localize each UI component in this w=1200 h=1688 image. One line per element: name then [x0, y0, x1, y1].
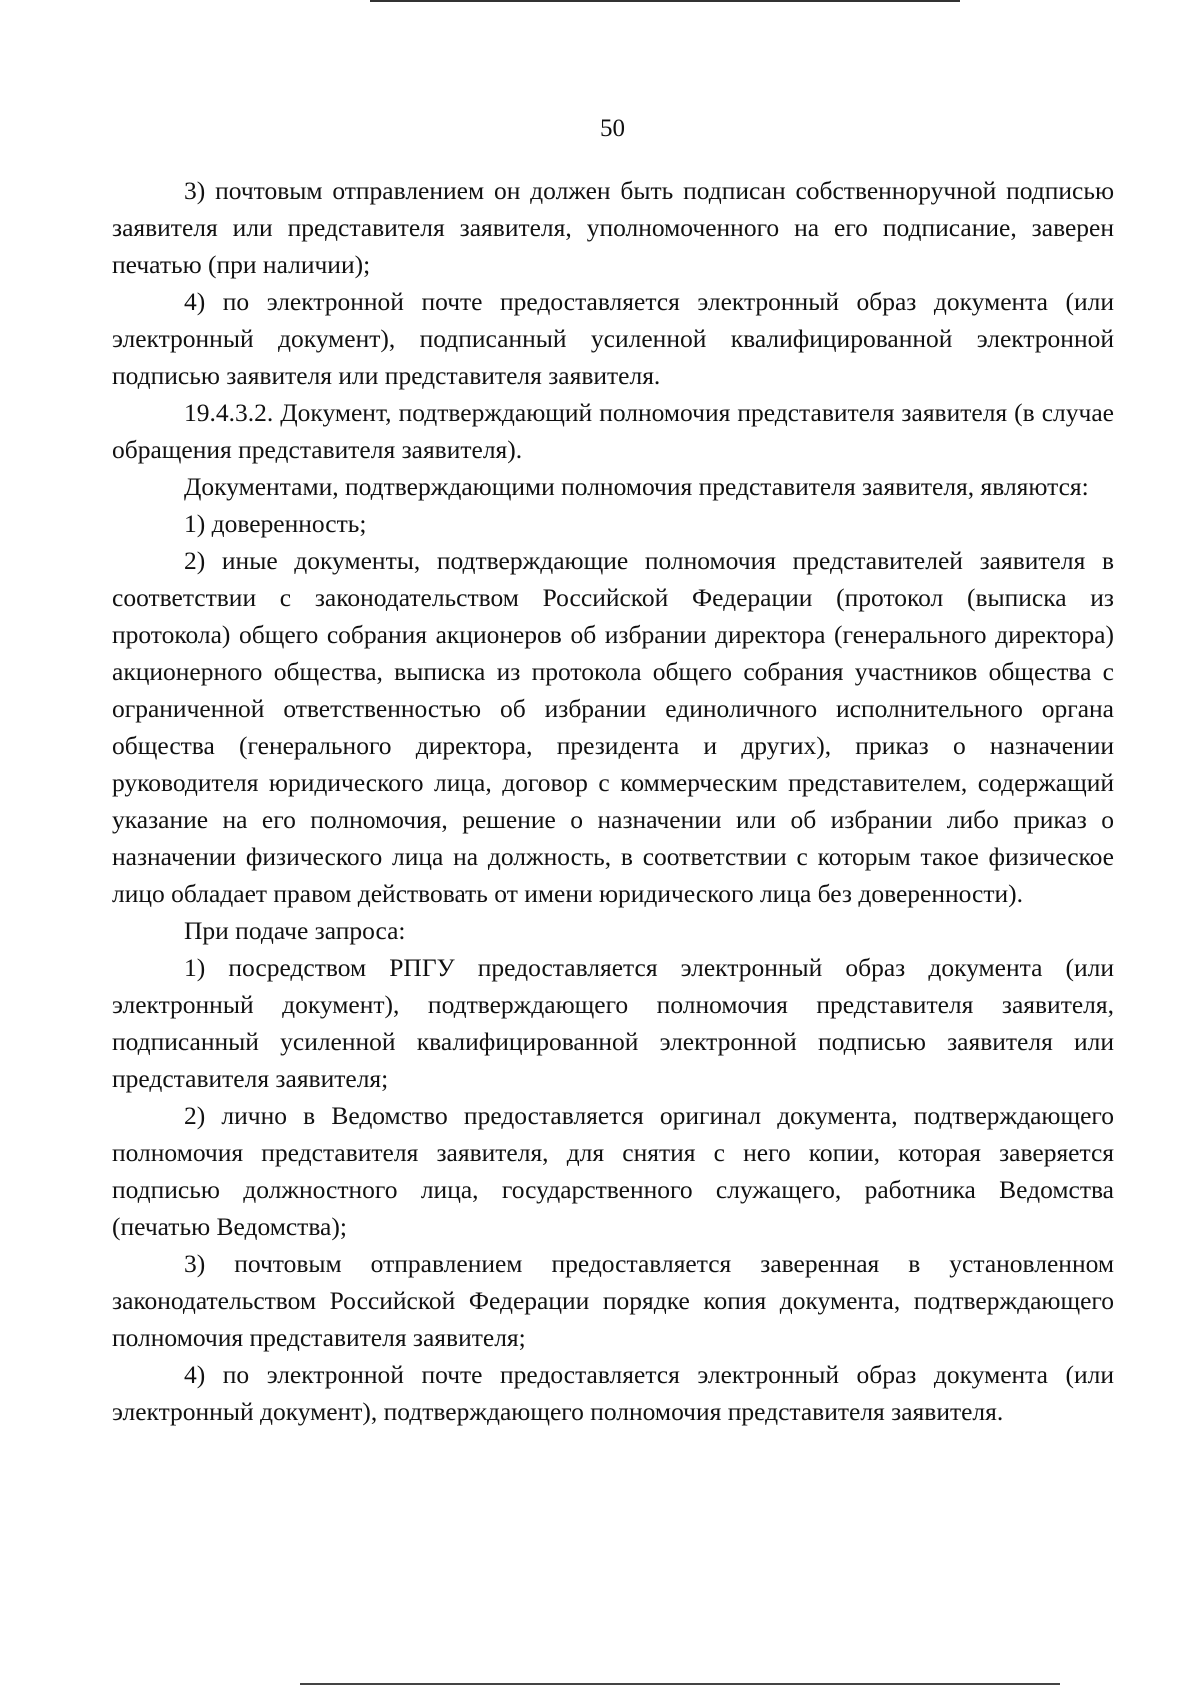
document-body: [112, 172, 1114, 1430]
paragraph-request-submission-intro: При подаче запроса:: [184, 916, 406, 945]
paragraph-in-person: 2) лично в Ведомство предоставляется оригинал документа, подтверждающего полномочия представителя заявителя, для снятия с него копии, которая заверяется подписью должностного лица, государственного служащего, работника Ведомства (печатью Ведомства);: [112, 1101, 1114, 1241]
paragraph-other-documents: 2) иные документы, подтверждающие полномочия представителей заявителя в соответствии с законодательством Российской Федерации (протокол (выписка из протокола) общего собрания акционеров об избрании директора (генерального директора) акционерного общества, выписка из протокола общего собрания участников общества с ограниченной ответственностью об избрании единоличного исполнительного органа общества (генерального директора, президента и других), приказ о назначении руководителя юридического лица, договор с коммерческим представителем, содержащий указание на его полномочия, решение о назначении или об избрании либо приказ о назначении физического лица на должность, в соответствии с которым такое физическое лицо обладает правом действовать от имени юридического лица без доверенности).: [112, 546, 1114, 908]
paragraph-email-electronic-signature: 4) по электронной почте предоставляется электронный образ документа (или электронный документ), подписанный усиленной квалифицированной электронной подписью заявителя или представителя заявителя.: [112, 287, 1114, 390]
paragraph-by-email: 4) по электронной почте предоставляется электронный образ документа (или электронный документ), подтверждающего полномочия представителя заявителя.: [112, 1360, 1114, 1426]
paragraph-by-post: 3) почтовым отправлением предоставляется заверенная в установленном законодательством Российской Федерации порядке копия документа, подтверждающего полномочия представителя заявителя;: [112, 1249, 1114, 1352]
page-number: 50: [600, 115, 625, 142]
paragraph-power-of-attorney: 1) доверенность;: [184, 509, 367, 538]
paragraph-section-19-4-3-2: 19.4.3.2. Документ, подтверждающий полномочия представителя заявителя (в случае обращения представителя заявителя).: [112, 398, 1114, 464]
paragraph-authority-documents-intro: Документами, подтверждающими полномочия представителя заявителя, являются:: [184, 472, 1089, 501]
paragraph-postal-signature: 3) почтовым отправлением он должен быть подписан собственноручной подписью заявителя или представителя заявителя, уполномоченного на его подписание, заверен печатью (при наличии);: [112, 176, 1114, 279]
scan-edge-bottom: [300, 1683, 1060, 1685]
paragraph-via-rpgu: 1) посредством РПГУ предоставляется электронный образ документа (или электронный документ), подтверждающего полномочия представителя заявителя, подписанный усиленной квалифицированной электронной подписью заявителя или представителя заявителя;: [112, 953, 1114, 1093]
scan-edge-top: [370, 0, 960, 2]
